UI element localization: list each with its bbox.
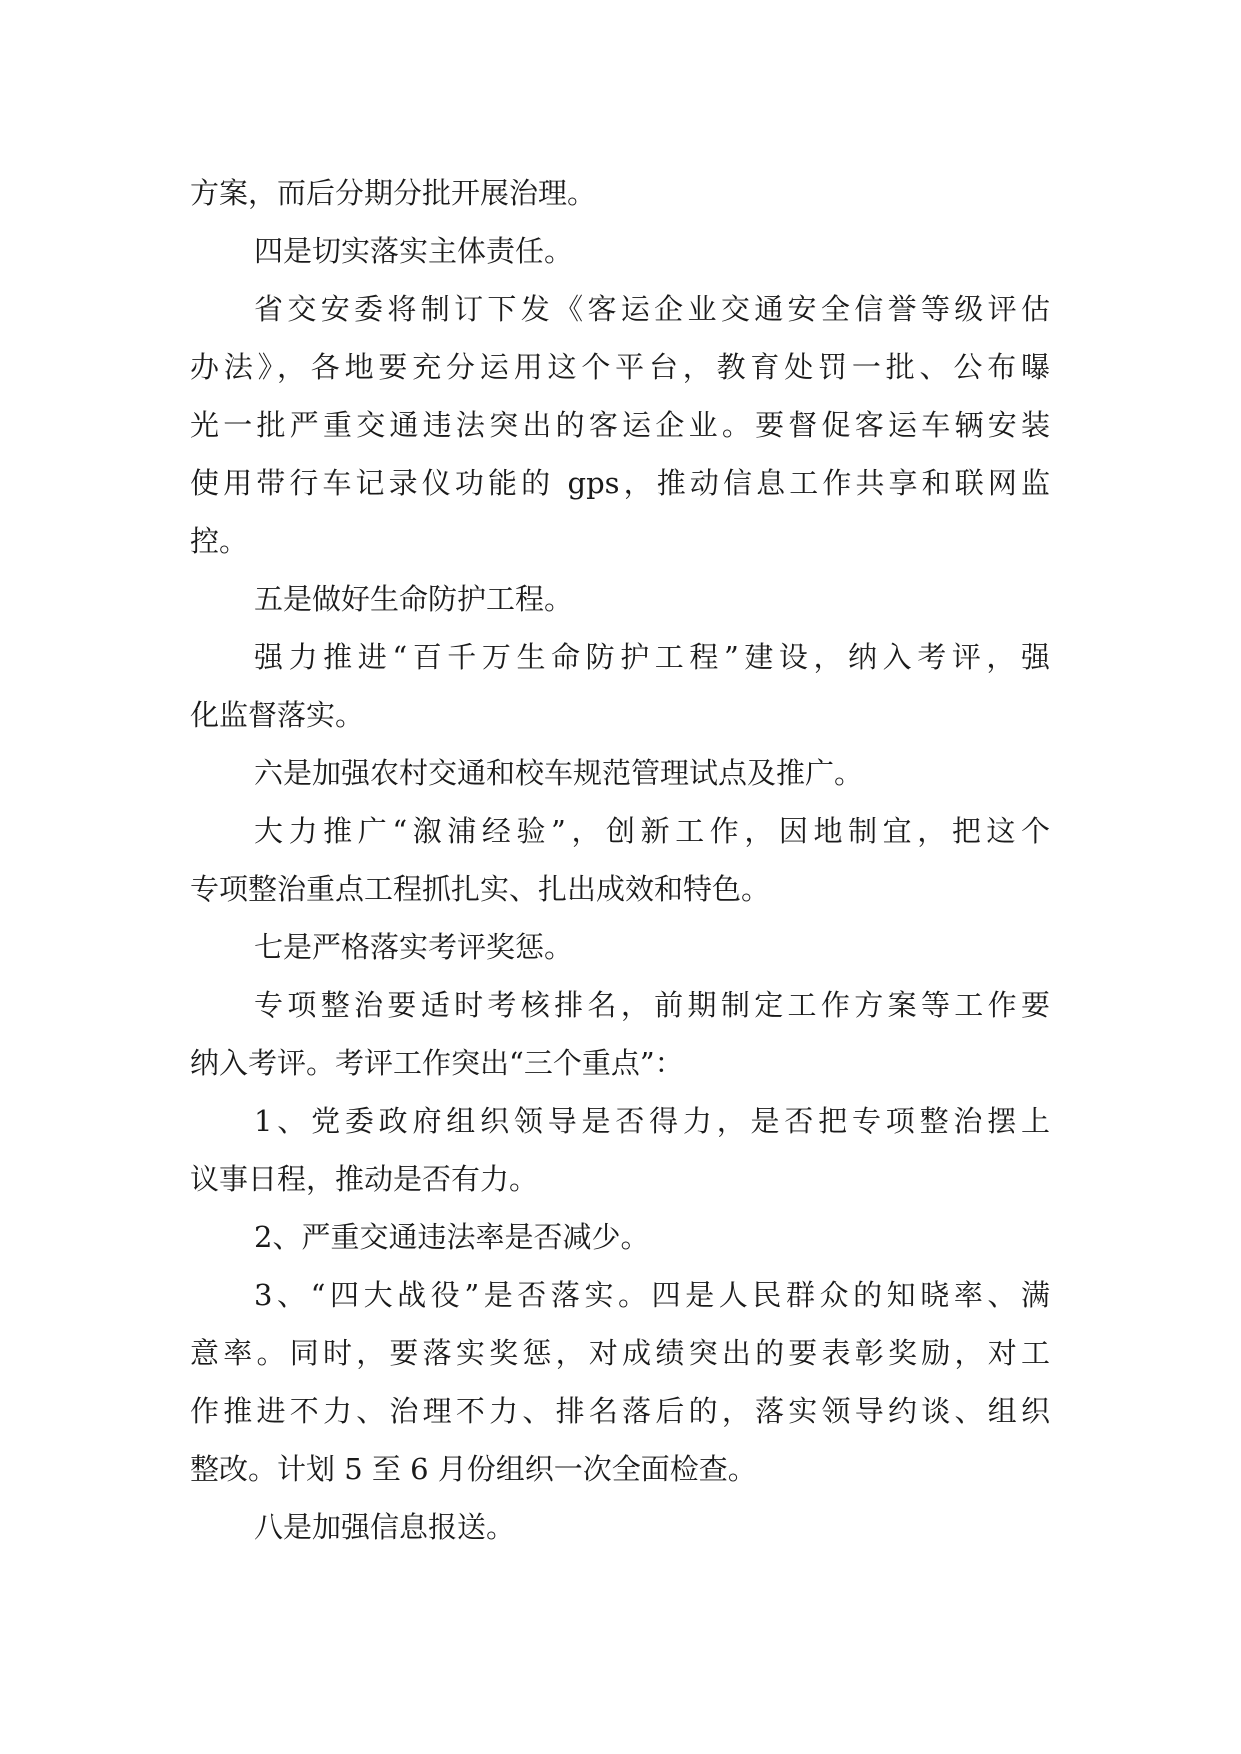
paragraph xyxy=(190,976,1050,1092)
paragraph xyxy=(190,1266,1050,1498)
paragraph xyxy=(190,744,1050,802)
paragraph-line: 六是加强农村交通和校车规范管理试点及推广。 xyxy=(254,756,864,790)
document-body xyxy=(190,164,1050,1556)
paragraph-line: 3、“四大战役”是否落实。四是人民群众的知晓率、满 xyxy=(254,1278,1050,1312)
paragraph xyxy=(190,570,1050,628)
paragraph-line: 2、严重交通违法率是否减少。 xyxy=(254,1220,650,1254)
paragraph-line: 使用带行车记录仪功能的 gps，推动信息工作共享和联网监 xyxy=(190,466,1050,500)
paragraph-line: 纳入考评。考评工作突出“三个重点”： xyxy=(190,1046,684,1080)
paragraph xyxy=(190,222,1050,280)
paragraph xyxy=(190,918,1050,976)
paragraph-line: 1、党委政府组织领导是否得力，是否把专项整治摆上 xyxy=(254,1104,1050,1138)
paragraph-line: 化监督落实。 xyxy=(190,698,365,732)
paragraph-line: 七是严格落实考评奖惩。 xyxy=(254,930,574,964)
paragraph xyxy=(190,1208,1050,1266)
paragraph-line: 强力推进“百千万生命防护工程”建设，纳入考评，强 xyxy=(254,640,1050,674)
paragraph-line: 议事日程，推动是否有力。 xyxy=(190,1162,539,1196)
paragraph-line: 四是切实落实主体责任。 xyxy=(254,234,574,268)
paragraph-line: 专项整治重点工程抓扎实、扎出成效和特色。 xyxy=(190,872,771,906)
paragraph xyxy=(190,164,1050,222)
paragraph-line: 方案，而后分期分批开展治理。 xyxy=(190,176,597,210)
paragraph-line: 作推进不力、治理不力、排名落后的，落实领导约谈、组织 xyxy=(190,1394,1050,1428)
paragraph xyxy=(190,280,1050,570)
paragraph-line: 省交安委将制订下发《客运企业交通安全信誉等级评估 xyxy=(254,292,1050,326)
paragraph xyxy=(190,628,1050,744)
paragraph-line: 大力推广“溆浦经验”，创新工作，因地制宜，把这个 xyxy=(254,814,1050,848)
paragraph-line: 八是加强信息报送。 xyxy=(254,1510,516,1544)
paragraph-line: 控。 xyxy=(190,524,249,558)
paragraph-line: 五是做好生命防护工程。 xyxy=(254,582,574,616)
paragraph-line: 专项整治要适时考核排名，前期制定工作方案等工作要 xyxy=(254,988,1050,1022)
paragraph-line: 办法》，各地要充分运用这个平台，教育处罚一批、公布曝 xyxy=(190,350,1050,384)
paragraph xyxy=(190,1092,1050,1208)
paragraph-line: 光一批严重交通违法突出的客运企业。要督促客运车辆安装 xyxy=(190,408,1050,442)
paragraph-line: 意率。同时，要落实奖惩，对成绩突出的要表彰奖励，对工 xyxy=(190,1336,1050,1370)
paragraph xyxy=(190,802,1050,918)
paragraph-line: 整改。计划 5 至 6 月份组织一次全面检查。 xyxy=(190,1452,757,1486)
paragraph xyxy=(190,1498,1050,1556)
